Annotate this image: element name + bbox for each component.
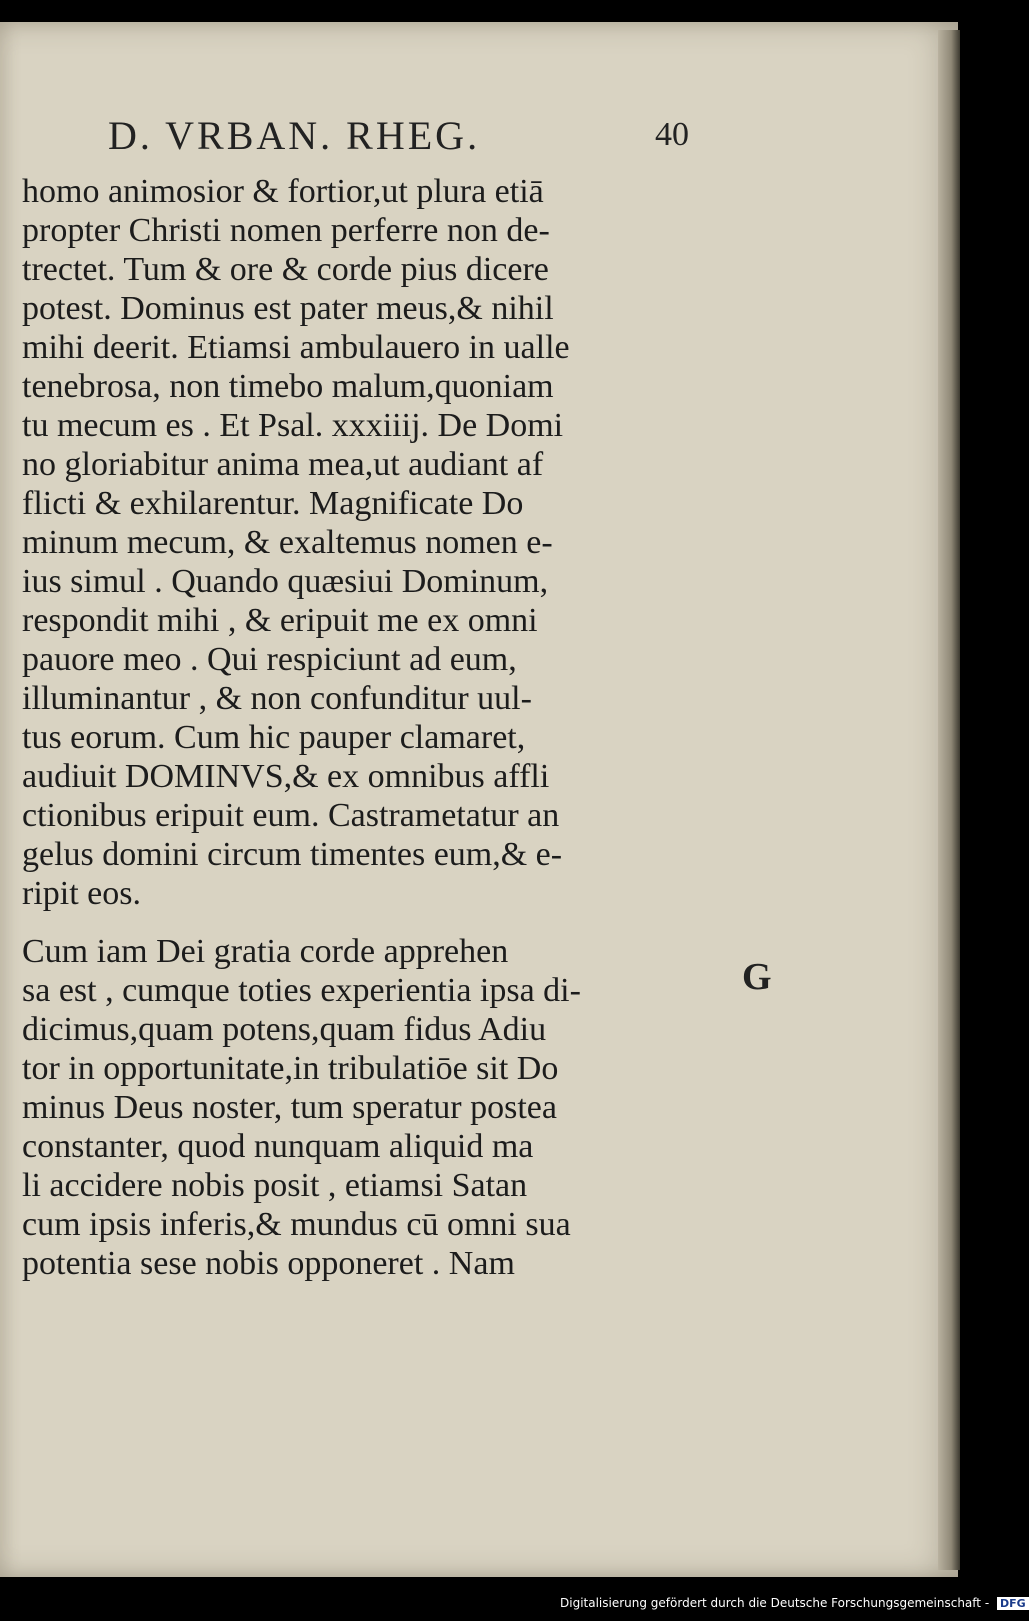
text-line: tor in opportunitate,in tribulatiōe sit Do (22, 1050, 559, 1087)
dfg-logo: DFG (997, 1597, 1029, 1610)
running-title: D. VRBAN. RHEG. (108, 113, 481, 158)
text-line: Cum iam Dei gratia corde apprehen (22, 933, 509, 970)
text-line: flicti & exhilarentur. Magnificate Do (22, 485, 524, 522)
text-line: respondit mihi , & eripuit me ex omni (22, 602, 538, 639)
paragraph-1 (22, 172, 702, 913)
page-number: 40 (655, 116, 689, 153)
text-line: sa est , cumque toties experientia ipsa di- (22, 972, 581, 1009)
text-line: ctionibus eripuit eum. Castrametatur an (22, 797, 560, 834)
text-line: li accidere nobis posit , etiamsi Satan (22, 1167, 528, 1204)
text-line: tu mecum es . Et Psal. xxxiiij. De Domi (22, 407, 564, 444)
text-line: ripit eos. (22, 875, 141, 912)
text-line: audiuit DOMINVS,& ex omnibus affli (22, 758, 550, 795)
text-line: gelus domini circum timentes eum,& e- (22, 836, 563, 873)
text-line: tus eorum. Cum hic pauper clamaret, (22, 719, 526, 756)
text-line: no gloriabitur anima mea,ut audiant af (22, 446, 544, 483)
signature-mark: G (742, 956, 772, 998)
text-line: propter Christi nomen perferre non de- (22, 212, 550, 249)
text-line: potentia sese nobis opponeret . Nam (22, 1245, 515, 1282)
text-line: homo animosior & fortior,ut plura etiā (22, 173, 544, 210)
digitization-credit (560, 1596, 1026, 1616)
text-line: minus Deus noster, tum speratur postea (22, 1089, 557, 1126)
text-line: pauore meo . Qui respiciunt ad eum, (22, 641, 517, 678)
text-line: dicimus,quam potens,quam fidus Adiu (22, 1011, 547, 1048)
text-line: minum mecum, & exaltemus nomen e- (22, 524, 553, 561)
text-line: mihi deerit. Etiamsi ambulauero in ualle (22, 329, 570, 366)
paragraph-2 (22, 932, 702, 1283)
text-line: cum ipsis inferis,& mundus cū omni sua (22, 1206, 571, 1243)
text-line: illuminantur , & non confunditur uul- (22, 680, 532, 717)
text-line: ius simul . Quando quæsiui Dominum, (22, 563, 549, 600)
text-line: trectet. Tum & ore & corde pius dicere (22, 251, 549, 288)
text-line: potest. Dominus est pater meus,& nihil (22, 290, 554, 327)
text-line: tenebrosa, non timebo malum,quoniam (22, 368, 554, 405)
footer-text: Digitalisierung gefördert durch die Deutsche Forschungsgemeinschaft - (560, 1596, 990, 1610)
text-line: constanter, quod nunquam aliquid ma (22, 1128, 534, 1165)
page-edge (938, 30, 960, 1570)
